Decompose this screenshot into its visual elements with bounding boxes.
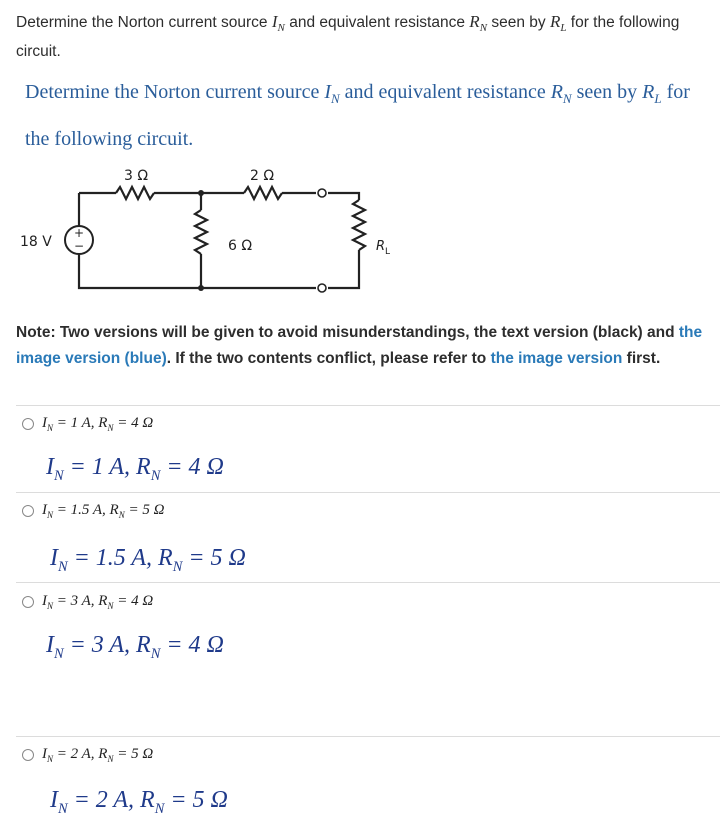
wire — [328, 193, 359, 200]
answer-option-1[interactable] — [16, 412, 716, 485]
question-blue-part: for the following circuit. — [25, 81, 690, 150]
load-sub-label: L — [385, 247, 391, 257]
answer-option-4[interactable] — [16, 743, 716, 818]
var-r: R — [642, 81, 655, 103]
note-part: Note: Two versions will be given to avoid misunderstandings, the text version (black) and — [16, 324, 679, 341]
note-text — [16, 320, 721, 372]
r3-label: 6 Ω — [228, 238, 253, 254]
node-dot — [198, 190, 204, 196]
divider — [16, 582, 720, 583]
answer-option-2[interactable] — [16, 499, 716, 576]
option-row[interactable] — [16, 499, 716, 523]
var-r: R — [550, 81, 563, 103]
question-image-text — [25, 72, 715, 159]
terminal-b — [318, 284, 326, 292]
load-label: R — [376, 239, 386, 254]
question-text-part: seen by — [487, 14, 550, 31]
radio-button[interactable] — [22, 749, 34, 761]
divider — [16, 736, 720, 737]
note-part: . If the two contents conflict, please refer to — [166, 350, 491, 367]
var-r: R — [469, 12, 480, 31]
var-sub: N — [479, 22, 488, 35]
question-blue-part: and equivalent resistance — [339, 81, 551, 103]
option-image-text: $I_N = 3$ A, $R_N = 4$ Ω — [46, 632, 224, 662]
node-dot — [198, 285, 204, 291]
note-part: first. — [622, 350, 661, 367]
option-text: $I_N = 1.5$ A, $R_N = 5$ Ω — [42, 502, 165, 520]
circuit-wires — [79, 187, 365, 288]
resistor-3ohm — [116, 187, 154, 199]
option-image-text: $I_N = 2$ A, $R_N = 5$ Ω — [50, 787, 228, 817]
var-i: I — [271, 12, 278, 31]
divider — [16, 492, 720, 493]
question-blue-part: Determine the Norton current source — [25, 81, 325, 103]
divider — [16, 405, 720, 406]
option-text: $I_N = 2$ A, $R_N = 5$ Ω — [42, 746, 154, 764]
source-minus: − — [73, 239, 85, 253]
var-sub: L — [560, 22, 567, 35]
question-text — [16, 10, 706, 64]
var-sub: N — [562, 91, 572, 106]
source-label: 18 V — [20, 234, 52, 250]
terminal-a — [318, 189, 326, 197]
option-row[interactable] — [16, 412, 716, 436]
note-blue: the image version — [490, 350, 623, 367]
question-text-part: for the following circuit. — [16, 14, 680, 61]
radio-button[interactable] — [22, 505, 34, 517]
var-sub: N — [331, 91, 340, 106]
circuit-diagram — [16, 160, 436, 310]
wire — [328, 250, 359, 288]
radio-button[interactable] — [22, 418, 34, 430]
r2-label: 2 Ω — [250, 168, 275, 184]
option-text: $I_N = 1$ A, $R_N = 4$ Ω — [42, 415, 154, 433]
option-image-text: $I_N = 1.5$ A, $R_N = 5$ Ω — [50, 545, 246, 575]
var-sub: N — [277, 22, 285, 35]
r1-label: 3 Ω — [124, 168, 149, 184]
option-image-text: $I_N = 1$ A, $R_N = 4$ Ω — [46, 454, 224, 484]
option-row[interactable] — [16, 743, 716, 767]
note-blue: the image version (blue) — [16, 324, 703, 367]
option-text: $I_N = 3$ A, $R_N = 4$ Ω — [42, 593, 154, 611]
resistor-2ohm — [244, 187, 282, 199]
option-row[interactable] — [16, 590, 716, 614]
source-plus: + — [73, 226, 85, 240]
var-sub: L — [654, 91, 662, 106]
var-i: I — [324, 81, 331, 103]
radio-button[interactable] — [22, 596, 34, 608]
question-text-part: Determine the Norton current source — [16, 14, 272, 31]
question-text-part: and equivalent resistance — [284, 14, 470, 31]
answer-option-3[interactable] — [16, 590, 716, 663]
question-blue-part: seen by — [571, 81, 643, 103]
var-r: R — [549, 12, 561, 31]
load-resistor — [353, 200, 365, 250]
resistor-6ohm-zigzag — [195, 210, 207, 254]
